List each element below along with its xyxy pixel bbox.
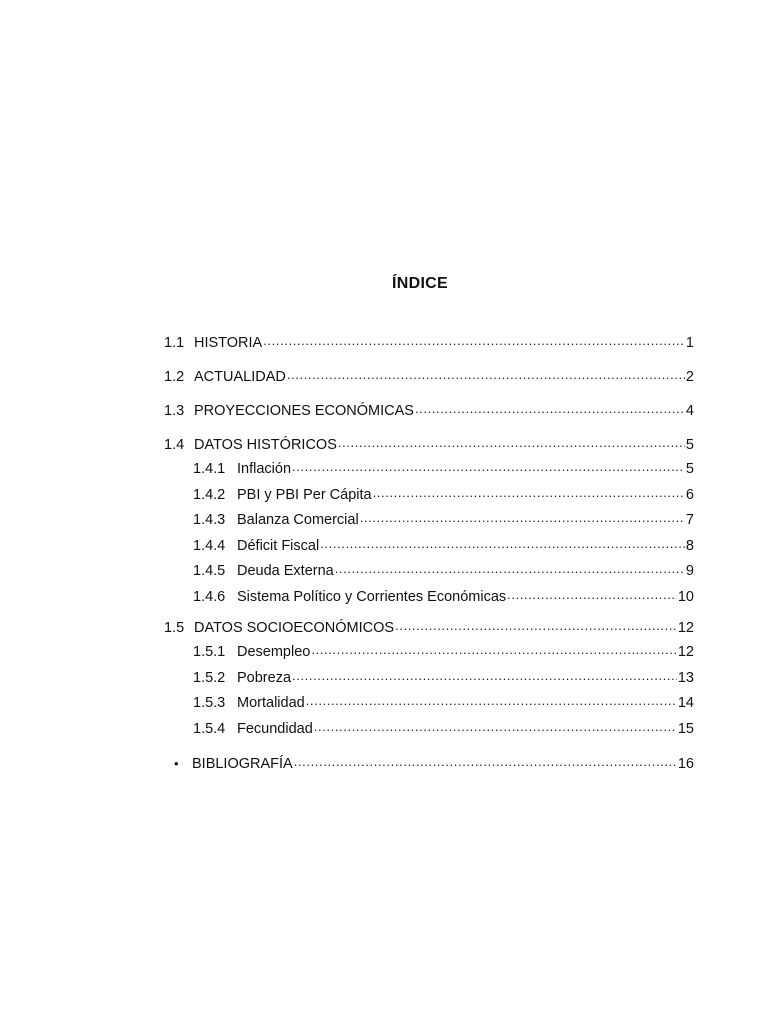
toc-page-number: 10 bbox=[677, 588, 694, 605]
toc-label: Pobreza bbox=[237, 669, 292, 686]
toc-label: Mortalidad bbox=[237, 695, 305, 711]
toc-label: PROYECCIONES ECONÓMICAS bbox=[194, 403, 414, 419]
dot-leader bbox=[373, 484, 685, 499]
toc-page-number: 7 bbox=[685, 512, 694, 528]
toc-number: 1.5.1 bbox=[193, 644, 226, 660]
toc-number: 1.4 bbox=[164, 437, 185, 453]
toc-entry-historia[interactable] bbox=[164, 331, 694, 355]
dot-leader bbox=[320, 535, 685, 550]
toc-entry-datos-socioeconomicos[interactable] bbox=[164, 616, 694, 640]
toc-entry-fecundidad[interactable] bbox=[164, 717, 694, 743]
toc-label: Déficit Fiscal bbox=[237, 537, 320, 554]
toc-number: 1.4.5 bbox=[193, 563, 226, 579]
toc-label: ACTUALIDAD bbox=[194, 369, 286, 385]
toc-page-number: 16 bbox=[677, 756, 694, 772]
bullet-icon: • bbox=[174, 756, 179, 771]
table-of-contents bbox=[164, 331, 694, 776]
dot-leader bbox=[314, 718, 677, 733]
toc-entry-bibliografia[interactable] bbox=[164, 752, 694, 776]
toc-page-number: 5 bbox=[685, 461, 694, 477]
dot-leader bbox=[287, 367, 685, 382]
toc-page-number: 12 bbox=[677, 620, 694, 636]
toc-page-number: 12 bbox=[677, 644, 694, 660]
toc-entry-pobreza[interactable] bbox=[164, 666, 694, 692]
toc-entry-mortalidad[interactable] bbox=[164, 691, 694, 717]
toc-page-number: 13 bbox=[677, 669, 694, 686]
dot-leader bbox=[306, 693, 677, 708]
toc-entry-proyecciones-economicas[interactable] bbox=[164, 399, 694, 423]
toc-number: 1.5.2 bbox=[193, 669, 226, 686]
toc-entry-balanza-comercial[interactable] bbox=[164, 508, 694, 534]
toc-label: Inflación bbox=[237, 461, 292, 477]
toc-entry-pbi-per-capita[interactable] bbox=[164, 483, 694, 509]
dot-leader bbox=[292, 667, 677, 682]
toc-label: Balanza Comercial bbox=[237, 512, 359, 528]
page-title: ÍNDICE bbox=[391, 275, 449, 292]
toc-label: DATOS SOCIOECONÓMICOS bbox=[194, 620, 395, 636]
toc-number: 1.4.3 bbox=[193, 512, 226, 528]
toc-number: 1.5 bbox=[164, 620, 185, 636]
dot-leader bbox=[507, 586, 677, 601]
toc-page-number: 5 bbox=[685, 437, 694, 453]
toc-page-number: 1 bbox=[685, 335, 694, 351]
toc-number: 1.2 bbox=[164, 369, 185, 385]
toc-label: HISTORIA bbox=[194, 335, 263, 351]
toc-number: 1.3 bbox=[164, 403, 185, 419]
toc-label: PBI y PBI Per Cápita bbox=[237, 486, 372, 503]
toc-page-number: 8 bbox=[685, 537, 694, 554]
toc-number: 1.5.4 bbox=[193, 720, 226, 737]
toc-number: 1.4.6 bbox=[193, 588, 226, 605]
toc-number: 1.4.1 bbox=[193, 461, 226, 477]
dot-leader bbox=[395, 618, 677, 633]
dot-leader bbox=[338, 435, 685, 450]
dot-leader bbox=[294, 754, 677, 769]
toc-number: 1.4.4 bbox=[193, 537, 226, 554]
toc-label: Fecundidad bbox=[237, 720, 313, 737]
toc-entry-deficit-fiscal[interactable] bbox=[164, 534, 694, 560]
dot-leader bbox=[415, 401, 685, 416]
toc-page-number: 6 bbox=[685, 486, 694, 503]
dot-leader bbox=[263, 333, 685, 348]
toc-page-number: 2 bbox=[685, 369, 694, 385]
toc-number: 1.1 bbox=[164, 335, 185, 351]
toc-label: Desempleo bbox=[237, 644, 311, 660]
toc-entry-deuda-externa[interactable] bbox=[164, 559, 694, 585]
toc-label: DATOS HISTÓRICOS bbox=[194, 437, 337, 453]
dot-leader bbox=[335, 561, 685, 576]
toc-page-number: 9 bbox=[685, 563, 694, 579]
toc-label: Sistema Político y Corrientes Económicas bbox=[237, 588, 507, 605]
toc-entry-desempleo[interactable] bbox=[164, 640, 694, 666]
toc-page-number: 14 bbox=[677, 695, 694, 711]
toc-entry-sistema-politico[interactable] bbox=[164, 585, 694, 611]
dot-leader bbox=[292, 459, 685, 474]
toc-number: 1.5.3 bbox=[193, 695, 226, 711]
toc-page-number: 15 bbox=[677, 720, 694, 737]
toc-entry-datos-historicos[interactable] bbox=[164, 433, 694, 457]
toc-label: BIBLIOGRAFÍA bbox=[192, 756, 293, 772]
toc-number: 1.4.2 bbox=[193, 486, 226, 503]
toc-label: Deuda Externa bbox=[237, 563, 334, 579]
toc-page-number: 4 bbox=[685, 403, 694, 419]
dot-leader bbox=[360, 510, 685, 525]
dot-leader bbox=[311, 642, 677, 657]
toc-entry-actualidad[interactable] bbox=[164, 365, 694, 389]
toc-entry-inflacion[interactable] bbox=[164, 457, 694, 483]
